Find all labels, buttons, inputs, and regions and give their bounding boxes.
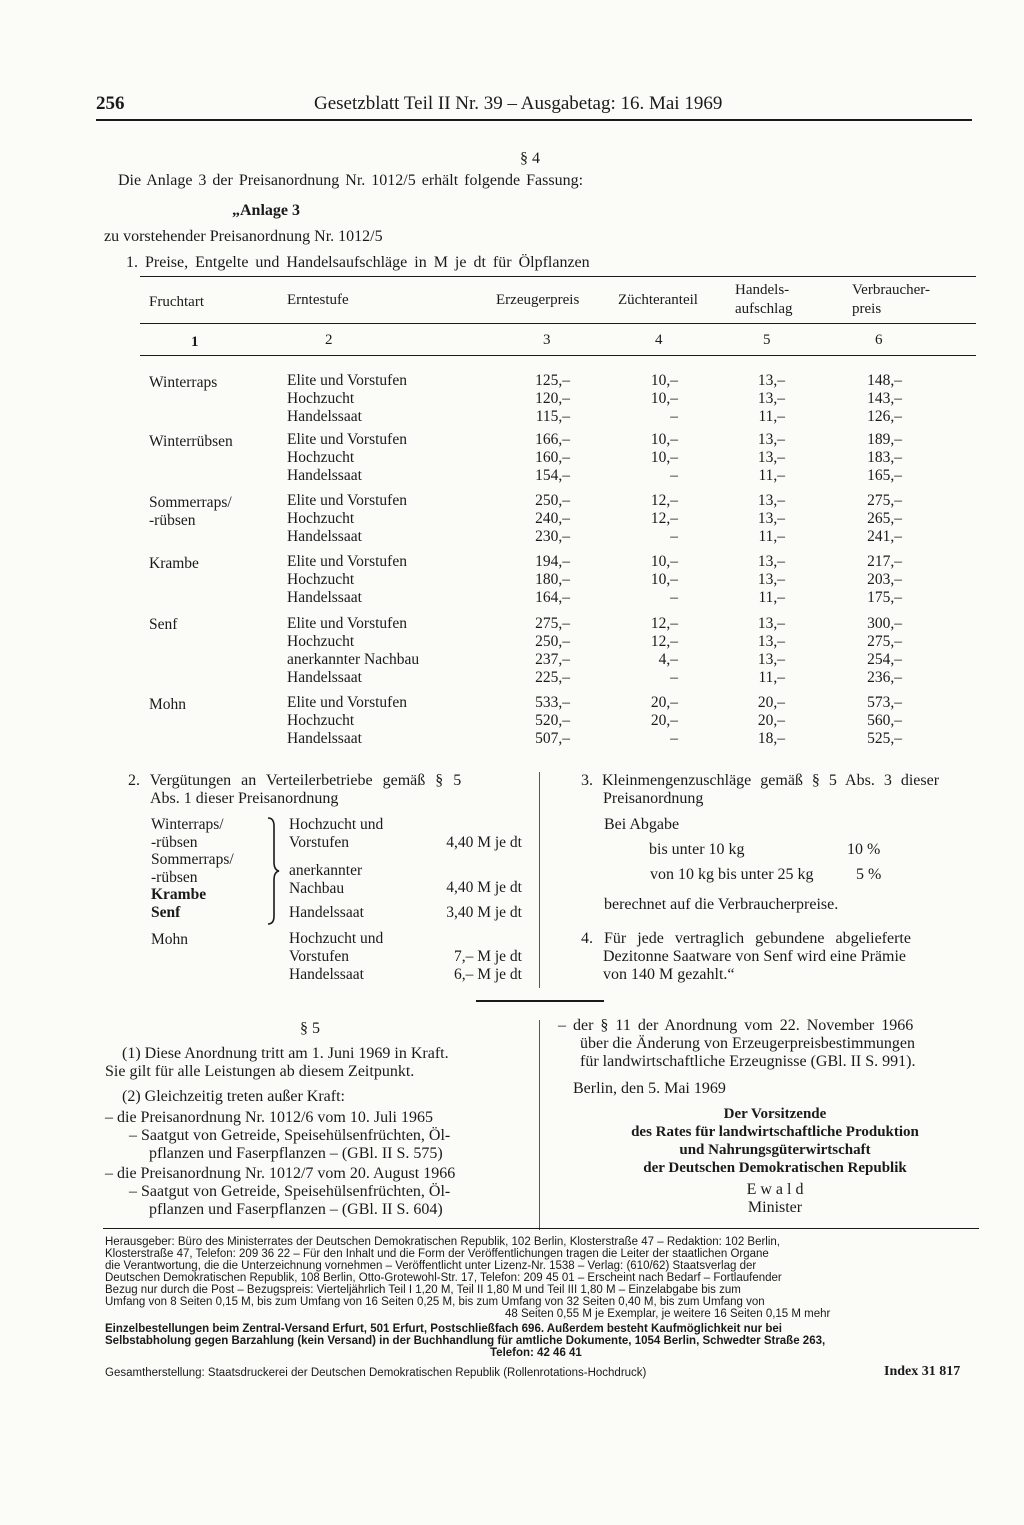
- group-zuechteranteil: 10,– 10,– –: [650, 431, 678, 484]
- th-handelsaufschlag-2: aufschlag: [735, 301, 793, 317]
- footer-rule: [103, 1228, 979, 1229]
- signature-block: Der Vorsitzende des Rates für landwirtschaftliche Produktion und Nahrungsgüterwirtschaft der Deutschen Demokratischen Republik E w a l d Minister: [631, 1106, 919, 1216]
- group-zuechteranteil: 20,– 20,– –: [650, 694, 678, 747]
- group-erzeugerpreis: 166,– 160,– 154,–: [535, 431, 570, 484]
- running-title: Gesetzblatt Teil II Nr. 39 – Ausgabetag: 16. Mai 1969: [314, 93, 723, 114]
- group-erzeugerpreis: 194,– 180,– 164,–: [535, 553, 570, 606]
- item2-wert: 4,40 M je dt: [446, 834, 522, 851]
- section5-bullet3-line1: – der § 11 der Anordnung vom 22. November 1966: [558, 1017, 914, 1034]
- anlage-subtitle: zu vorstehender Preisanordnung Nr. 1012/5: [104, 228, 383, 245]
- footer-bestellung: Einzelbestellungen beim Zentral-Versand Erfurt, 501 Erfurt, Postschließfach 696. Außerdem besteht Kaufmöglichkeit nur bei Selbstabholung gegen Barzahlung (kein Versand) in der Buchhandlung für amtliche Dokumente, 1054 Berlin, Schwedter Straße 263, Telefon: 42 46 41: [105, 1323, 826, 1359]
- group-erntestufen: Elite und Vorstufen Hochzucht anerkannter Nachbau Handelssaat: [287, 615, 420, 686]
- th-verbraucherpreis-2: preis: [852, 301, 882, 317]
- section5-bullet2-line1: – die Preisanordnung Nr. 1012/7 vom 20. August 1966: [105, 1165, 456, 1182]
- group-handelsaufschlag: 13,– 13,– 11,–: [757, 431, 785, 484]
- group-erntestufen: Elite und Vorstufen Hochzucht Handelssaat: [287, 694, 407, 747]
- item2-title-line1: 2. Vergütungen an Verteilerbetriebe gemäß § 5: [128, 772, 462, 789]
- section5-bullet2-line3: pflanzen und Faserpflanzen – (GBl. II S. 604): [149, 1201, 443, 1218]
- group-handelsaufschlag: 13,– 13,– 13,– 11,–: [757, 615, 785, 686]
- group-fruchtart: Senf: [149, 616, 178, 633]
- section5-bullet3-line2: über die Änderung von Erzeugerpreisbestimmungen: [580, 1035, 916, 1052]
- group-erntestufen: Elite und Vorstufen Hochzucht Handelssaat: [287, 492, 407, 545]
- item4-line2: Dezitonne Saatware von Senf wird eine Prämie: [603, 948, 907, 965]
- group-zuechteranteil: 12,– 12,– –: [650, 492, 678, 545]
- section4-heading: § 4: [520, 150, 540, 167]
- anlage-title: „Anlage 3: [232, 202, 300, 219]
- item3-line1: 3. Kleinmengenzuschläge gemäß § 5 Abs. 3 dieser: [581, 772, 940, 789]
- group-erzeugerpreis: 275,– 250,– 237,– 225,–: [535, 615, 570, 686]
- group-zuechteranteil: 10,– 10,– –: [650, 372, 678, 425]
- group-zuechteranteil: 10,– 10,– –: [650, 553, 678, 606]
- item2-stufen: Hochzucht und Vorstufen: [289, 816, 384, 851]
- item2-mohn-wert: 7,– M je dt 6,– M je dt: [453, 948, 522, 983]
- th-zuechteranteil: Züchteranteil: [618, 292, 698, 308]
- section5-bullet1-line2: – Saatgut von Getreide, Speisehülsenfrüchten, Öl-: [129, 1127, 451, 1144]
- item1-title: 1. Preise, Entgelte und Handelsaufschläge in M je dt für Ölpflanzen: [126, 254, 590, 271]
- item3-line2: Preisanordnung: [603, 790, 704, 807]
- item3-row1-value: 10 %: [847, 841, 881, 858]
- item4-line3: von 140 M gezahlt.“: [603, 966, 735, 983]
- th-erzeugerpreis: Erzeugerpreis: [496, 292, 580, 308]
- item2-stufen: Handelssaat: [289, 904, 364, 921]
- th-verbraucherpreis-1: Verbraucher-: [852, 282, 930, 298]
- item3-row1-label: bis unter 10 kg: [649, 841, 745, 858]
- item3-row2-label: von 10 kg bis unter 25 kg: [650, 866, 814, 883]
- item3-footer: berechnet auf die Verbraucherpreise.: [604, 896, 839, 913]
- item2-wert: 4,40 M je dt: [446, 879, 522, 896]
- table-header-rule: [140, 323, 976, 324]
- item2-mohn-stufen: Hochzucht und Vorstufen Handelssaat: [289, 930, 384, 983]
- group-erzeugerpreis: 250,– 240,– 230,–: [535, 492, 570, 545]
- section5-bullet1-line1: – die Preisanordnung Nr. 1012/6 vom 10. Juli 1965: [105, 1109, 433, 1126]
- group-zuechteranteil: 12,– 12,– 4,– –: [650, 615, 678, 686]
- colnum-3: 3: [543, 332, 551, 348]
- footer-index: Index 31 817: [884, 1364, 961, 1379]
- group-erzeugerpreis: 533,– 520,– 507,–: [535, 694, 570, 747]
- colnum-4: 4: [655, 332, 663, 348]
- group-erntestufen: Elite und Vorstufen Hochzucht Handelssaat: [287, 553, 407, 606]
- colnum-6: 6: [875, 332, 883, 348]
- group-handelsaufschlag: 13,– 13,– 11,–: [757, 372, 785, 425]
- group-verbraucherpreis: 300,– 275,– 254,– 236,–: [867, 615, 902, 686]
- group-fruchtart: Winterraps: [149, 374, 218, 391]
- item2-title-line2: Abs. 1 dieser Preisanordnung: [150, 790, 339, 807]
- item2-wert: 3,40 M je dt: [446, 904, 522, 921]
- group-verbraucherpreis: 573,– 560,– 525,–: [867, 694, 902, 747]
- column-divider: [539, 1020, 540, 1230]
- group-fruchtart: Krambe: [149, 555, 199, 572]
- section5-p1-line2: Sie gilt für alle Leistungen ab diesem Zeitpunkt.: [105, 1063, 415, 1080]
- section5-p1-line1: (1) Diese Anordnung tritt am 1. Juni 1969 in Kraft.: [122, 1045, 449, 1062]
- th-erntestufe: Erntestufe: [287, 292, 349, 308]
- footer-gesamtherstellung: Gesamtherstellung: Staatsdruckerei der Deutschen Demokratischen Republik (Rollenrotations-Hochdruck): [105, 1367, 647, 1379]
- group-fruchtart: Sommerraps/ -rübsen: [149, 494, 232, 529]
- item2-brace: [264, 816, 280, 926]
- group-fruchtart: Winterrübsen: [149, 433, 233, 450]
- group-handelsaufschlag: 13,– 13,– 11,–: [757, 553, 785, 606]
- section4-intro: Die Anlage 3 der Preisanordnung Nr. 1012/5 erhält folgende Fassung:: [118, 172, 584, 189]
- group-handelsaufschlag: 20,– 20,– 18,–: [757, 694, 785, 747]
- group-verbraucherpreis: 275,– 265,– 241,–: [867, 492, 902, 545]
- table-numbers-rule: [140, 355, 976, 356]
- group-verbraucherpreis: 189,– 183,– 165,–: [867, 431, 902, 484]
- group-erntestufen: Elite und Vorstufen Hochzucht Handelssaat: [287, 372, 407, 425]
- th-fruchtart: Fruchtart: [149, 294, 204, 310]
- item4-line1: 4. Für jede vertraglich gebundene abgelieferte: [581, 930, 911, 947]
- section5-bullet3-line3: für landwirtschaftliche Erzeugnisse (GBl. II S. 991).: [580, 1053, 916, 1070]
- th-handelsaufschlag-1: Handels-: [735, 282, 790, 298]
- colnum-1: 1: [191, 334, 199, 350]
- group-handelsaufschlag: 13,– 13,– 11,–: [757, 492, 785, 545]
- item2-crops: Winterraps/ -rübsen Sommerraps/ -rübsen Krambe Senf: [151, 816, 234, 921]
- item2-stufen: anerkannter Nachbau: [289, 862, 363, 897]
- page-number: 256: [96, 93, 125, 114]
- colnum-5: 5: [763, 332, 771, 348]
- signing-date: Berlin, den 5. Mai 1969: [573, 1080, 726, 1097]
- group-verbraucherpreis: 217,– 203,– 175,–: [867, 553, 902, 606]
- table-top-rule: [140, 276, 976, 277]
- section5-bullet1-line3: pflanzen und Faserpflanzen – (GBl. II S. 575): [149, 1145, 443, 1162]
- group-erntestufen: Elite und Vorstufen Hochzucht Handelssaat: [287, 431, 407, 484]
- section-separator: [476, 1000, 604, 1002]
- item3-bei-abgabe: Bei Abgabe: [604, 816, 680, 833]
- section5-heading: § 5: [300, 1020, 320, 1037]
- group-verbraucherpreis: 148,– 143,– 126,–: [867, 372, 902, 425]
- item3-row2-value: 5 %: [856, 866, 882, 883]
- section5-bullet2-line2: – Saatgut von Getreide, Speisehülsenfrüchten, Öl-: [129, 1183, 451, 1200]
- item2-mohn: Mohn: [151, 931, 189, 948]
- section5-p2: (2) Gleichzeitig treten außer Kraft:: [122, 1088, 345, 1105]
- group-fruchtart: Mohn: [149, 696, 187, 713]
- colnum-2: 2: [325, 332, 333, 348]
- header-rule: [96, 119, 972, 121]
- group-erzeugerpreis: 125,– 120,– 115,–: [535, 372, 570, 425]
- column-divider: [539, 772, 540, 988]
- footer-impressum: Herausgeber: Büro des Ministerrates der Deutschen Demokratischen Republik, 102 Berlin, Klosterstraße 47 – Redaktion: 102 Berlin, Klosterstraße 47, Telefon: 209 36 22 – Für den Inhalt und die Form der Veröffentlichungen tragen die Leiter der staatlichen Organe die Verantwortung, die die Unterzeichnung vornehmen – Veröffentlicht unter Lizenz-Nr. 1538 – Verlag: (610/62) Staatsverlag der Deutschen Demokratischen Republik, 108 Berlin, Otto-Grotewohl-Str. 17, Telefon: 209 45 01 – Erscheint nach Bedarf – Fortlaufender Bezug nur durch die Post – Bezugspreis: Vierteljährlich Teil I 1,20 M, Teil II 1,80 M und Teil III 1,80 M – Einzelabgabe bis zum Umfang von 8 Seiten 0,15 M, bis zum Umfang von 16 Seiten 0,25 M, bis zum Umfang von 32 Seiten 0,40 M, bis zum Umfang von 48 Seiten 0,55 M je Exemplar, je weitere 16 Seiten 0,15 M mehr: [105, 1236, 831, 1320]
